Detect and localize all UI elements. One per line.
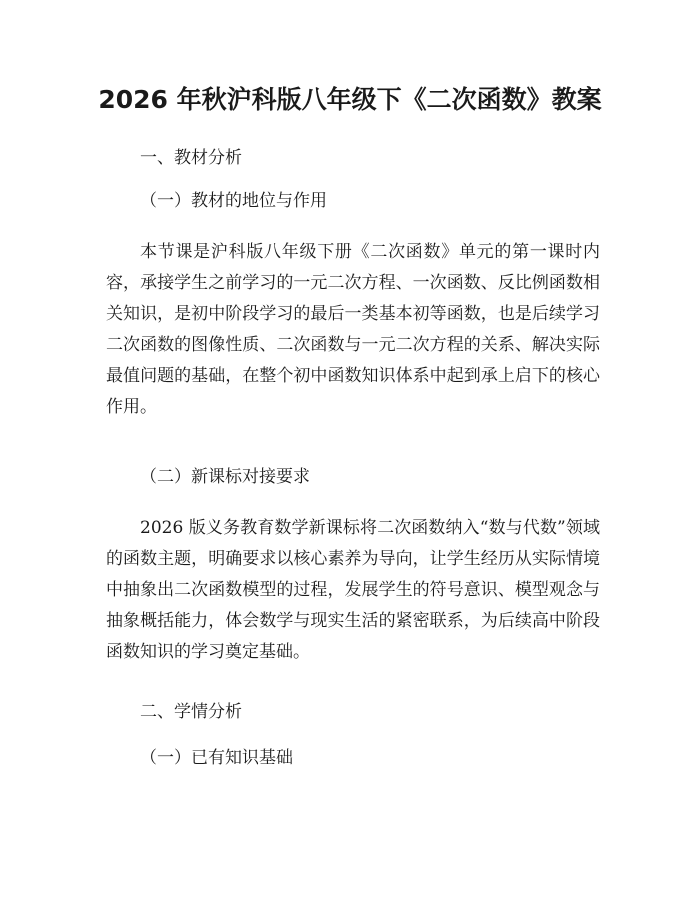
paragraph: 本节课是沪科版八年级下册《二次函数》单元的第一课时内容，承接学生之前学习的一元二次方程、一次函数、反比例函数相关知识，是初中阶段学习的最后一类基本初等函数，也是后续学习二次函数的图像性质、二次函数与一元二次方程的关系、解决实际最值问题的基础，在整个初中函数知识体系中起到承上启下的核心作用。	[106, 242, 600, 417]
document-title: 2026 年秋沪科版八年级下《二次函数》教案	[98, 85, 602, 114]
subsection-heading: （一）教材的地位与作用	[140, 191, 327, 211]
subsection-heading: （二）新课标对接要求	[140, 467, 310, 487]
subsection-heading: （一）已有知识基础	[140, 748, 293, 768]
section-heading: 一、教材分析	[140, 148, 242, 168]
paragraph: 2026 版义务教育数学新课标将二次函数纳入“数与代数”领域的函数主题，明确要求以核心素养为导向，让学生经历从实际情境中抽象出二次函数模型的过程，发展学生的符号意识、模型观念与抽象概括能力，体会数学与现实生活的紧密联系，为后续高中阶段函数知识的学习奠定基础。	[106, 518, 600, 662]
section-heading: 二、学情分析	[140, 702, 242, 722]
